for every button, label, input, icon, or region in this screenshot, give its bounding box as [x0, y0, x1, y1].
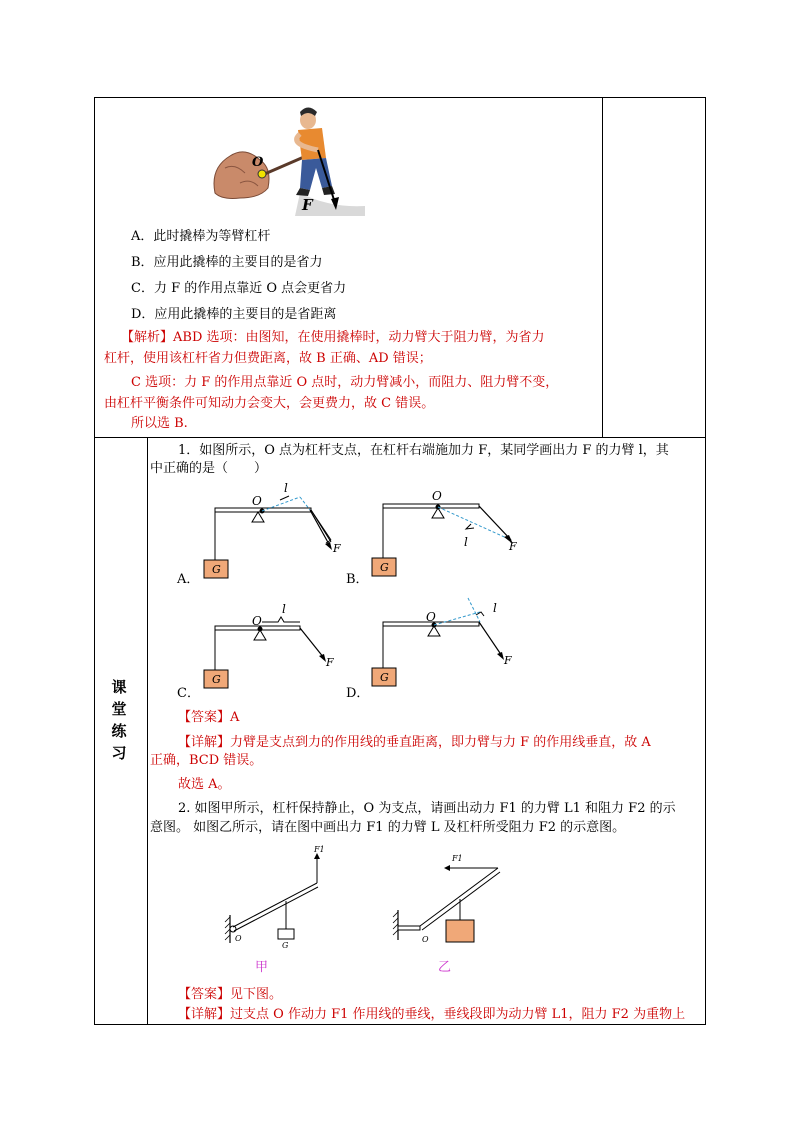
q2-line-1: 2. 如图甲所示，杠杆保持静止，O 为支点，请画出动力 F1 的力臂 L1 和阻力 F2 的示 — [178, 801, 676, 816]
q1-detail-line-2: 正确，BCD 错误。 — [150, 753, 263, 768]
analysis-line-4: 由杠杆平衡条件可知动力会变大，会更费力，故 C 错误。 — [104, 396, 435, 411]
q2-jia-force-label: F1 — [314, 845, 325, 854]
q1b-force-label: F — [509, 540, 517, 553]
q1c-pivot-label: O — [252, 614, 262, 628]
q1d-arm-label: l — [493, 601, 497, 615]
q2-jia-weight-label: G — [282, 941, 289, 950]
analysis-tag: 【解析】 — [121, 330, 174, 345]
q1d-pivot-label: O — [426, 610, 436, 624]
analysis-line-2: 杠杆，使用该杠杆省力但费距离，故 B 正确、AD 错误； — [104, 351, 432, 366]
analysis-line-1: 【解析】ABD 选项：由图知，在使用撬棒时，动力臂大于阻力臂，为省力 — [121, 330, 545, 345]
q1-option-b-letter: B． — [346, 572, 369, 587]
option-a: A．此时撬棒为等臂杠杆 — [131, 229, 271, 244]
q1-line-2: 中正确的是（ ） — [150, 461, 268, 476]
crowbar-illustration — [200, 98, 370, 218]
q1c-force-label: F — [326, 656, 334, 669]
option-c: C．力 F 的作用点靠近 O 点会更省力 — [131, 281, 347, 296]
q2-jia-pivot-label: O — [235, 934, 242, 943]
q2-diagram-jia — [220, 843, 340, 953]
q1-option-d-letter: D． — [346, 686, 370, 701]
q1-diagram-a — [200, 480, 380, 580]
q1-detail-line-1: 【详解】力臂是支点到力的作用线的垂直距离，即力臂与力 F 的作用线垂直，故 A — [178, 735, 651, 750]
q1d-weight-label: G — [380, 671, 389, 684]
analysis-line-3: C 选项：力 F 的作用点靠近 O 点时，动力臂减小，而阻力、阻力臂不变， — [131, 375, 559, 390]
analysis-conclusion: 所以选 B. — [131, 416, 188, 431]
q2-diagram-yi — [390, 848, 510, 958]
q1-diagram-d — [368, 594, 548, 694]
option-d: D．应用此撬棒的主要目的是省距离 — [131, 307, 337, 322]
option-b: B．应用此撬棒的主要目的是省力 — [131, 255, 323, 270]
q1-line-1: 1．如图所示，O 点为杠杆支点，在杠杆右端施加力 F，某同学画出力 F 的力臂 l，其 — [178, 443, 669, 458]
q1-answer: 【答案】A — [178, 710, 240, 725]
q1a-force-label: F — [333, 542, 341, 555]
q1d-force-label: F — [504, 654, 512, 667]
q1b-pivot-label: O — [432, 489, 442, 503]
q2-detail-line-1: 【详解】过支点 O 作动力 F1 作用线的垂线，垂线段即为动力臂 L1，阻力 F2 为重物上 — [178, 1007, 686, 1022]
q2-yi-force-label: F1 — [452, 854, 463, 863]
crowbar-force-label: F — [302, 196, 313, 214]
q1b-arm-label: l — [464, 535, 468, 549]
q1-conclusion: 故选 A。 — [178, 777, 231, 792]
q1a-weight-label: G — [212, 563, 221, 576]
q1-option-c-letter: C． — [177, 686, 200, 701]
q1c-arm-label: l — [282, 602, 286, 616]
q2-yi-pivot-label: O — [422, 935, 429, 944]
q2-answer: 【答案】见下图。 — [178, 987, 283, 1002]
q1-diagram-b — [368, 480, 548, 580]
q1b-weight-label: G — [380, 561, 389, 574]
q2-caption-jia: 甲 — [255, 960, 269, 975]
q1-option-a-letter: A． — [177, 572, 200, 587]
q2-line-2: 意图。 如图乙所示，请在图中画出力 F1 的力臂 L 及杠杆所受阻力 F2 的示意图。 — [150, 820, 626, 835]
q1a-arm-label: l — [284, 481, 288, 495]
q2-caption-yi: 乙 — [438, 960, 452, 975]
q1c-weight-label: G — [212, 673, 221, 686]
crowbar-pivot-label: O — [252, 155, 264, 170]
q1a-pivot-label: O — [252, 494, 262, 508]
